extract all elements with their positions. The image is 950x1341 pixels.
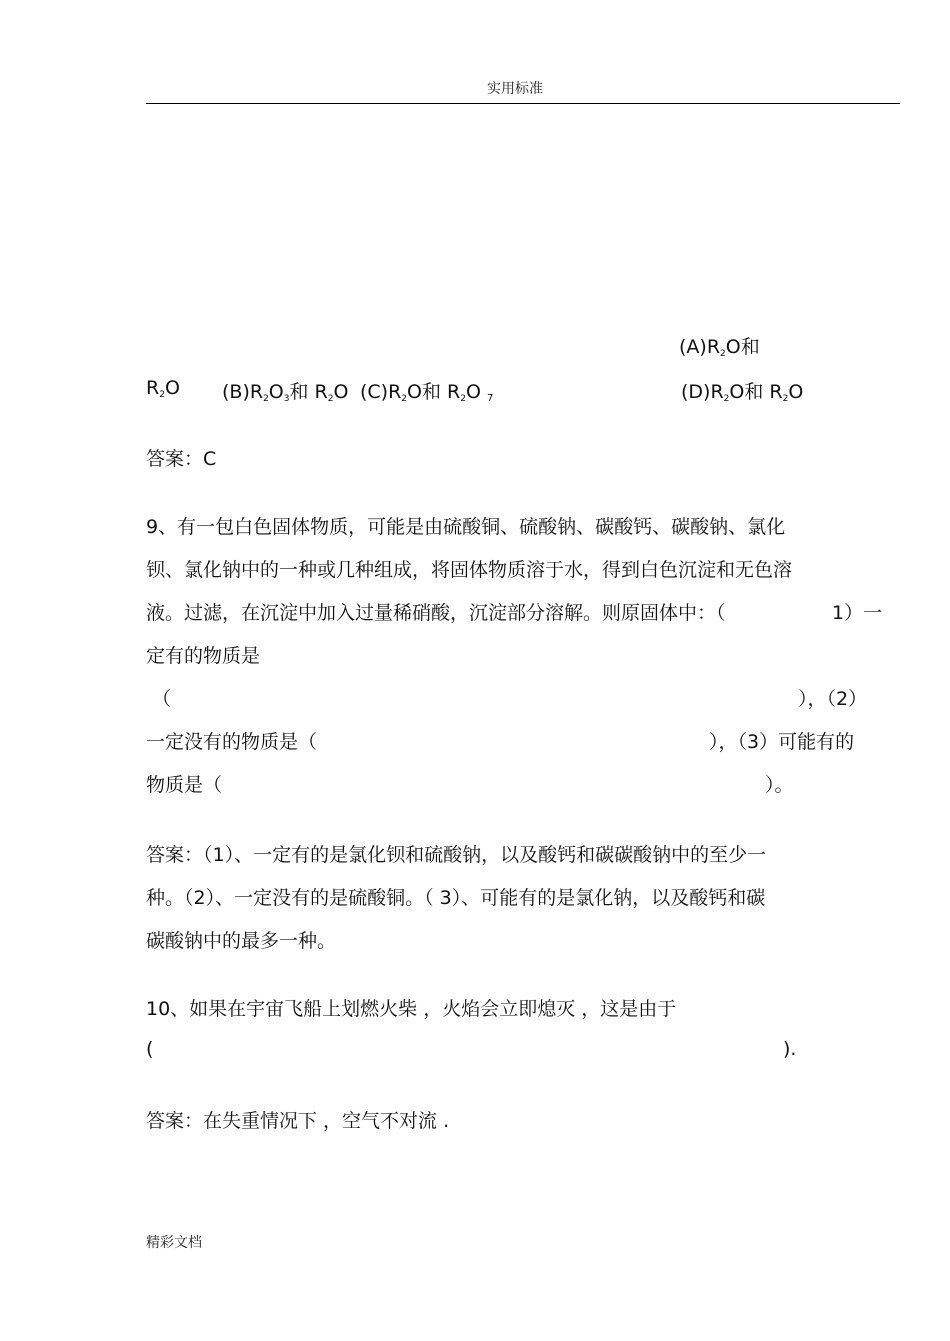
r-tail: O — [164, 377, 180, 399]
option-b-label: (B)R — [222, 381, 264, 403]
q10-blank-open: ( — [146, 1038, 154, 1060]
option-b-and: 和 R — [289, 381, 328, 403]
option-d — [681, 377, 803, 404]
answer-9-line-2: 种。（2）、一定没有的是硫酸铜。（ 3）、可能有的是氯化钠，以及酸钙和碳 — [146, 887, 766, 909]
option-b-sub3: 2 — [327, 394, 334, 404]
option-c-sub3: 7 — [486, 393, 494, 404]
option-d-mid: O和 R — [729, 381, 783, 403]
option-a-continued — [146, 377, 180, 399]
option-a-sub: 2 — [720, 349, 726, 359]
q9-line-6: 一定没有的物质是（ — [146, 731, 318, 753]
option-a-label: (A)R — [679, 336, 721, 358]
q9-blank-2-close: ），（3）可能有的 — [709, 731, 855, 753]
page-footer: 精彩文档 — [146, 1235, 202, 1251]
page-header: 实用标准 — [487, 81, 543, 97]
option-c-tail: O — [465, 381, 481, 403]
q10-line-1: 10、如果在宇宙飞船上划燃火柴 ，火焰会立即熄灭 ，这是由于 — [146, 998, 677, 1020]
option-a-tail: O和 — [725, 336, 760, 358]
option-c-mid: O和 R — [407, 381, 461, 403]
option-c-label: (C)R — [360, 381, 402, 403]
r-part: R — [146, 377, 160, 399]
option-d-sub2: 2 — [782, 394, 789, 404]
option-a — [679, 332, 760, 359]
header-divider — [146, 103, 900, 104]
answer-9-line-3: 碳酸钠中的最多一种。 — [146, 930, 337, 952]
option-b-mid: O — [268, 381, 284, 403]
option-d-label: (D)R — [681, 381, 724, 403]
q10-blank-close: ). — [783, 1038, 797, 1060]
q9-line-3: 液。过滤，在沉淀中加入过量稀硝酸，沉淀部分溶解。则原固体中：（ — [146, 602, 726, 624]
q9-line-7: 物质是（ — [146, 774, 223, 796]
answer-8: 答案：C — [146, 448, 217, 470]
q9-line-4: 定有的物质是 — [146, 645, 261, 667]
option-d-sub: 2 — [723, 394, 730, 404]
option-c — [360, 377, 493, 404]
q9-line-2: 钡、氯化钠中的一种或几种组成，将固体物质溶于水，得到白色沉淀和无色溶 — [146, 559, 793, 581]
option-d-tail: O — [788, 381, 804, 403]
option-b-sub2: 3 — [283, 394, 290, 404]
q9-blank-1-open: （ — [152, 688, 172, 710]
option-b — [222, 377, 348, 404]
option-c-sub2: 2 — [460, 394, 466, 404]
q9-blank-3-close: ）。 — [765, 774, 794, 796]
q9-line-1: 9、有一包白色固体物质，可能是由硫酸铜、硫酸钠、碳酸钙、碳酸钠、氯化 — [146, 516, 786, 538]
answer-9-line-1: 答案：（1）、一定有的是氯化钡和硫酸钠，以及酸钙和碳碳酸钠中的至少一 — [146, 844, 767, 866]
option-c-sub: 2 — [401, 394, 408, 404]
answer-10: 答案：在失重情况下 ，空气不对流 . — [146, 1110, 450, 1132]
option-b-sub: 2 — [263, 394, 269, 404]
option-b-tail: O — [333, 381, 349, 403]
q9-blank-1-close: ），（2） — [798, 688, 868, 710]
r-sub: 2 — [159, 390, 165, 400]
q9-blank-1-label: 1）一 — [832, 602, 883, 624]
